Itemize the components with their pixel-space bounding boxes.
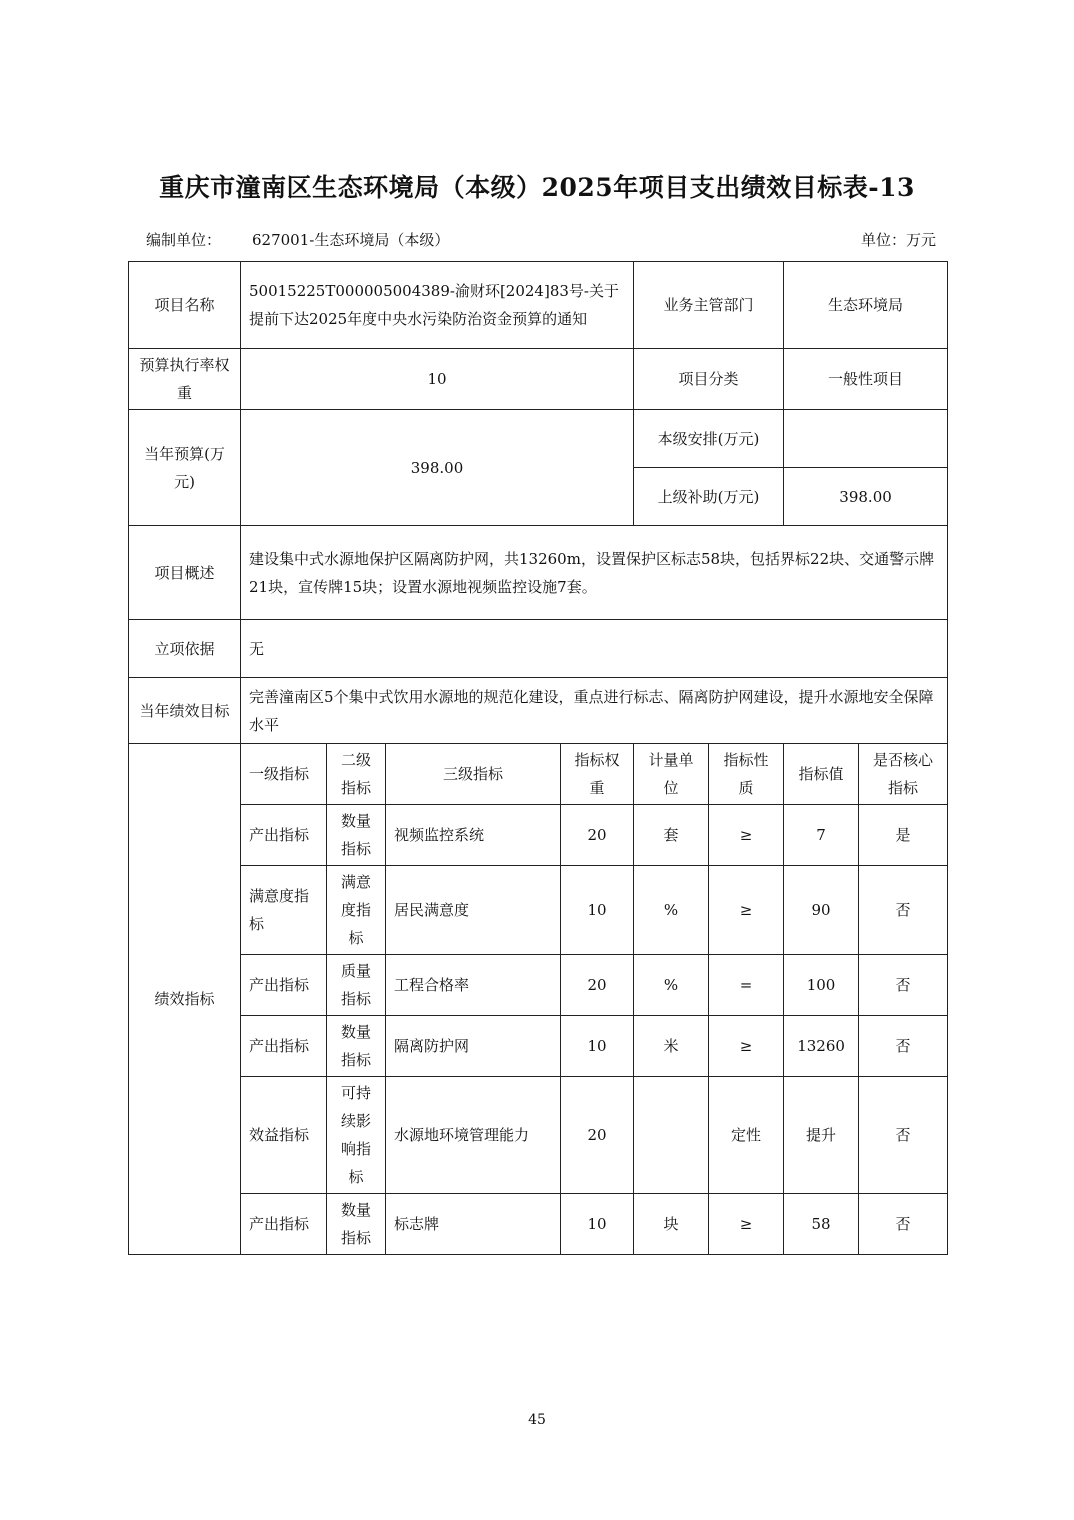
nature-cell: 定性 bbox=[709, 1077, 784, 1194]
weight-cell: 10 bbox=[561, 1194, 634, 1255]
row-weight bbox=[129, 349, 948, 410]
unit-cell: % bbox=[634, 955, 709, 1016]
unit-label: 编制单位： bbox=[146, 231, 222, 249]
l2-cell: 数量指标 bbox=[327, 1016, 386, 1077]
l3-cell: 标志牌 bbox=[386, 1194, 561, 1255]
basis-value: 无 bbox=[241, 620, 948, 678]
header-unit: 计量单位 bbox=[634, 744, 709, 805]
table-row bbox=[129, 955, 948, 1016]
budget-value: 398.00 bbox=[241, 410, 634, 526]
l3-cell: 工程合格率 bbox=[386, 955, 561, 1016]
core-cell: 是 bbox=[859, 805, 948, 866]
basis-label: 立项依据 bbox=[129, 620, 241, 678]
project-name-label: 项目名称 bbox=[129, 262, 241, 349]
nature-cell: ≥ bbox=[709, 866, 784, 955]
unit-cell: 块 bbox=[634, 1194, 709, 1255]
row-project-name bbox=[129, 262, 948, 349]
value-cell: 提升 bbox=[784, 1077, 859, 1194]
l3-cell: 水源地环境管理能力 bbox=[386, 1077, 561, 1194]
upper-value: 398.00 bbox=[784, 468, 948, 526]
l3-cell: 视频监控系统 bbox=[386, 805, 561, 866]
value-cell: 90 bbox=[784, 866, 859, 955]
table-row bbox=[129, 1194, 948, 1255]
header-l1: 一级指标 bbox=[241, 744, 327, 805]
dept-label: 业务主管部门 bbox=[634, 262, 784, 349]
page-number: 45 bbox=[528, 1412, 546, 1428]
header-l3: 三级指标 bbox=[386, 744, 561, 805]
weight-label: 预算执行率权重 bbox=[129, 349, 241, 410]
l2-cell: 质量指标 bbox=[327, 955, 386, 1016]
l2-cell: 数量指标 bbox=[327, 1194, 386, 1255]
weight-cell: 20 bbox=[561, 1077, 634, 1194]
weight-cell: 10 bbox=[561, 1016, 634, 1077]
page-title: 重庆市潼南区生态环境局（本级）2025年项目支出绩效目标表-13 bbox=[159, 173, 915, 202]
table-row bbox=[129, 805, 948, 866]
l1-cell: 产出指标 bbox=[241, 805, 327, 866]
l1-cell: 产出指标 bbox=[241, 1194, 327, 1255]
performance-table bbox=[128, 261, 948, 1255]
weight-cell: 20 bbox=[561, 955, 634, 1016]
weight-value: 10 bbox=[241, 349, 634, 410]
table-row bbox=[129, 866, 948, 955]
local-value bbox=[784, 410, 948, 468]
weight-cell: 10 bbox=[561, 866, 634, 955]
perf-header-row bbox=[129, 744, 948, 805]
l2-cell: 满意度指标 bbox=[327, 866, 386, 955]
goal-value: 完善潼南区5个集中式饮用水源地的规范化建设，重点进行标志、隔离防护网建设，提升水源地安全保障水平 bbox=[241, 678, 948, 744]
l1-cell: 效益指标 bbox=[241, 1077, 327, 1194]
currency-label: 单位：万元 bbox=[860, 231, 936, 249]
unit-cell: 套 bbox=[634, 805, 709, 866]
dept-value: 生态环境局 bbox=[784, 262, 948, 349]
unit-cell: 米 bbox=[634, 1016, 709, 1077]
l2-cell: 可持续影响指标 bbox=[327, 1077, 386, 1194]
weight-cell: 20 bbox=[561, 805, 634, 866]
core-cell: 否 bbox=[859, 866, 948, 955]
value-cell: 13260 bbox=[784, 1016, 859, 1077]
header-value: 指标值 bbox=[784, 744, 859, 805]
category-label: 项目分类 bbox=[634, 349, 784, 410]
value-cell: 7 bbox=[784, 805, 859, 866]
upper-label: 上级补助(万元) bbox=[634, 468, 784, 526]
value-cell: 58 bbox=[784, 1194, 859, 1255]
goal-label: 当年绩效目标 bbox=[129, 678, 241, 744]
l3-cell: 隔离防护网 bbox=[386, 1016, 561, 1077]
overview-value: 建设集中式水源地保护区隔离防护网，共13260m，设置保护区标志58块，包括界标22块、交通警示牌21块，宣传牌15块；设置水源地视频监控设施7套。 bbox=[241, 526, 948, 620]
header-weight: 指标权重 bbox=[561, 744, 634, 805]
local-label: 本级安排(万元) bbox=[634, 410, 784, 468]
overview-label: 项目概述 bbox=[129, 526, 241, 620]
row-overview bbox=[129, 526, 948, 620]
l1-cell: 产出指标 bbox=[241, 1016, 327, 1077]
l1-cell: 满意度指标 bbox=[241, 866, 327, 955]
project-name-value: 50015225T000005004389-渝财环[2024]83号-关于提前下达2025年度中央水污染防治资金预算的通知 bbox=[241, 262, 634, 349]
row-goal bbox=[129, 678, 948, 744]
l2-cell: 数量指标 bbox=[327, 805, 386, 866]
nature-cell: = bbox=[709, 955, 784, 1016]
core-cell: 否 bbox=[859, 1194, 948, 1255]
row-basis bbox=[129, 620, 948, 678]
header-nature: 指标性质 bbox=[709, 744, 784, 805]
table-row bbox=[129, 1016, 948, 1077]
core-cell: 否 bbox=[859, 1077, 948, 1194]
perf-section-label: 绩效指标 bbox=[129, 744, 241, 1255]
nature-cell: ≥ bbox=[709, 1194, 784, 1255]
unit-cell bbox=[634, 1077, 709, 1194]
unit-cell: % bbox=[634, 866, 709, 955]
l1-cell: 产出指标 bbox=[241, 955, 327, 1016]
row-budget-local bbox=[129, 410, 948, 468]
core-cell: 否 bbox=[859, 1016, 948, 1077]
nature-cell: ≥ bbox=[709, 805, 784, 866]
value-cell: 100 bbox=[784, 955, 859, 1016]
category-value: 一般性项目 bbox=[784, 349, 948, 410]
l3-cell: 居民满意度 bbox=[386, 866, 561, 955]
header-l2: 二级指标 bbox=[327, 744, 386, 805]
nature-cell: ≥ bbox=[709, 1016, 784, 1077]
core-cell: 否 bbox=[859, 955, 948, 1016]
header-core: 是否核心指标 bbox=[859, 744, 948, 805]
unit-value: 627001-生态环境局（本级） bbox=[252, 231, 450, 249]
budget-label: 当年预算(万元) bbox=[129, 410, 241, 526]
table-row bbox=[129, 1077, 948, 1194]
